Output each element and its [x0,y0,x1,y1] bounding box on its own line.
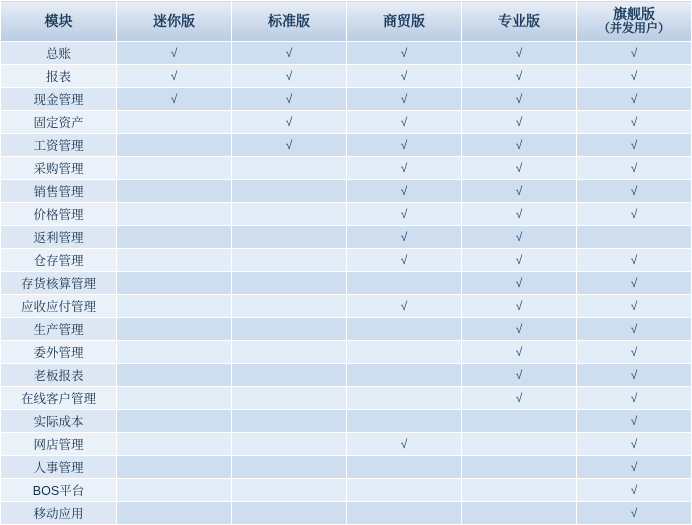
row-label: 人事管理 [1,456,117,479]
cell-empty [117,456,232,479]
cell-empty [347,341,462,364]
cell-included [577,341,692,364]
row-label: 现金管理 [1,88,117,111]
cell-empty [117,157,232,180]
check-icon: √ [400,92,408,106]
check-icon: √ [400,161,408,175]
check-icon: √ [285,92,293,106]
cell-included [462,272,577,295]
table-row [1,203,692,226]
cell-included [232,42,347,65]
cell-empty [232,502,347,525]
column-header-flagship [577,1,692,42]
cell-included [577,272,692,295]
table-row [1,502,692,525]
row-label: 价格管理 [1,203,117,226]
cell-included [577,42,692,65]
check-icon: √ [515,299,523,313]
cell-included [577,364,692,387]
cell-included [462,88,577,111]
check-icon: √ [630,69,638,83]
cell-empty [117,295,232,318]
check-icon: √ [285,69,293,83]
check-icon: √ [630,414,638,428]
cell-included [462,42,577,65]
check-icon: √ [630,207,638,221]
check-icon: √ [400,184,408,198]
cell-included [462,157,577,180]
row-label: 工资管理 [1,134,117,157]
check-icon: √ [630,299,638,313]
cell-included [347,433,462,456]
row-label: 总账 [1,42,117,65]
cell-empty [232,203,347,226]
table-row [1,180,692,203]
cell-empty [462,456,577,479]
cell-included [462,134,577,157]
cell-empty [232,456,347,479]
row-label: 采购管理 [1,157,117,180]
cell-included [577,180,692,203]
cell-included [347,203,462,226]
cell-empty [232,433,347,456]
row-label: 返利管理 [1,226,117,249]
cell-empty [117,272,232,295]
cell-empty [117,226,232,249]
cell-included [577,387,692,410]
table-row [1,249,692,272]
cell-included [462,65,577,88]
cell-empty [232,180,347,203]
check-icon: √ [630,161,638,175]
check-icon: √ [170,46,178,60]
cell-empty [232,226,347,249]
cell-empty [347,364,462,387]
cell-included [462,387,577,410]
cell-empty [347,387,462,410]
cell-included [577,456,692,479]
table-row [1,479,692,502]
check-icon: √ [400,207,408,221]
cell-included [577,479,692,502]
cell-empty [117,134,232,157]
check-icon: √ [630,506,638,520]
cell-included [577,249,692,272]
table-row [1,456,692,479]
cell-empty [232,364,347,387]
check-icon: √ [630,437,638,451]
check-icon: √ [630,391,638,405]
column-header-standard [232,1,347,42]
cell-empty [117,433,232,456]
row-label: 仓存管理 [1,249,117,272]
table-row [1,134,692,157]
cell-empty [232,295,347,318]
check-icon: √ [515,391,523,405]
table-row [1,65,692,88]
table-row [1,364,692,387]
table-row [1,341,692,364]
cell-empty [232,249,347,272]
cell-included [117,88,232,111]
check-icon: √ [630,368,638,382]
table-row [1,111,692,134]
check-icon: √ [630,253,638,267]
cell-empty [462,479,577,502]
check-icon: √ [630,115,638,129]
cell-included [577,65,692,88]
check-icon: √ [285,115,293,129]
cell-empty [347,456,462,479]
column-header-mini [117,1,232,42]
column-header-trade-label: 商贸版 [383,12,425,29]
check-icon: √ [515,368,523,382]
cell-empty [232,341,347,364]
row-label: 固定资产 [1,111,117,134]
cell-included [577,433,692,456]
cell-empty [462,433,577,456]
column-header-professional [462,1,577,42]
cell-empty [232,410,347,433]
cell-empty [232,387,347,410]
column-header-module-label: 模块 [44,12,73,29]
cell-included [117,65,232,88]
check-icon: √ [515,46,523,60]
row-label: 存货核算管理 [1,272,117,295]
check-icon: √ [170,69,178,83]
check-icon: √ [515,230,523,244]
check-icon: √ [630,460,638,474]
row-label: 老板报表 [1,364,117,387]
cell-included [462,364,577,387]
cell-included [577,157,692,180]
check-icon: √ [630,184,638,198]
check-icon: √ [515,184,523,198]
check-icon: √ [400,437,408,451]
table-row [1,42,692,65]
table-row [1,410,692,433]
cell-empty [347,272,462,295]
check-icon: √ [515,138,523,152]
check-icon: √ [630,345,638,359]
check-icon: √ [400,115,408,129]
column-header-trade [347,1,462,42]
column-header-standard-label: 标准版 [268,12,310,29]
cell-included [232,88,347,111]
cell-empty [232,157,347,180]
cell-included [462,249,577,272]
cell-empty [117,387,232,410]
check-icon: √ [515,69,523,83]
cell-empty [232,479,347,502]
cell-included [347,226,462,249]
table-row [1,88,692,111]
cell-included [347,157,462,180]
cell-included [462,318,577,341]
column-header-flagship-label: 旗舰版 [613,6,655,23]
row-label: 在线客户管理 [1,387,117,410]
header-row [1,1,692,42]
cell-empty [347,479,462,502]
cell-empty [232,272,347,295]
check-icon: √ [515,322,523,336]
column-header-module [1,1,117,42]
cell-included [577,295,692,318]
cell-included [232,65,347,88]
row-label: 委外管理 [1,341,117,364]
check-icon: √ [630,46,638,60]
cell-empty [577,226,692,249]
table-row [1,157,692,180]
cell-empty [117,111,232,134]
cell-included [462,226,577,249]
cell-empty [117,203,232,226]
check-icon: √ [630,322,638,336]
table-row [1,272,692,295]
check-icon: √ [515,92,523,106]
cell-empty [117,180,232,203]
row-label: BOS平台 [1,479,117,502]
cell-included [462,341,577,364]
table-row [1,387,692,410]
cell-empty [117,341,232,364]
check-icon: √ [400,253,408,267]
check-icon: √ [515,115,523,129]
table-row [1,295,692,318]
cell-included [347,111,462,134]
check-icon: √ [630,138,638,152]
check-icon: √ [515,276,523,290]
cell-included [577,502,692,525]
table-body [1,42,692,525]
check-icon: √ [400,138,408,152]
check-icon: √ [515,345,523,359]
cell-empty [347,318,462,341]
cell-empty [347,502,462,525]
cell-included [462,203,577,226]
cell-included [577,203,692,226]
cell-included [117,42,232,65]
cell-empty [347,410,462,433]
check-icon: √ [400,69,408,83]
check-icon: √ [515,207,523,221]
cell-empty [117,364,232,387]
cell-included [577,111,692,134]
check-icon: √ [285,46,293,60]
cell-included [347,42,462,65]
row-label: 报表 [1,65,117,88]
check-icon: √ [630,276,638,290]
cell-empty [462,410,577,433]
cell-included [577,88,692,111]
column-header-flagship-sublabel: （并发用户） [597,21,670,36]
cell-empty [232,318,347,341]
table-row [1,433,692,456]
cell-included [347,249,462,272]
cell-empty [117,410,232,433]
check-icon: √ [400,230,408,244]
check-icon: √ [630,92,638,106]
cell-included [577,410,692,433]
row-label: 移动应用 [1,502,117,525]
cell-included [347,180,462,203]
column-header-mini-label: 迷你版 [153,12,195,29]
table-row [1,226,692,249]
check-icon: √ [515,253,523,267]
table-row [1,318,692,341]
cell-included [232,134,347,157]
cell-included [347,88,462,111]
check-icon: √ [170,92,178,106]
row-label: 销售管理 [1,180,117,203]
cell-empty [117,479,232,502]
cell-included [462,180,577,203]
check-icon: √ [285,138,293,152]
cell-included [232,111,347,134]
table-header [1,1,692,42]
cell-empty [117,249,232,272]
row-label: 实际成本 [1,410,117,433]
check-icon: √ [400,299,408,313]
column-header-professional-label: 专业版 [498,12,540,29]
row-label: 应收应付管理 [1,295,117,318]
cell-included [462,295,577,318]
check-icon: √ [630,483,638,497]
cell-empty [462,502,577,525]
cell-included [577,134,692,157]
cell-included [577,318,692,341]
check-icon: √ [400,46,408,60]
cell-empty [117,318,232,341]
cell-empty [117,502,232,525]
cell-included [347,134,462,157]
row-label: 网店管理 [1,433,117,456]
row-label: 生产管理 [1,318,117,341]
check-icon: √ [515,161,523,175]
cell-included [347,295,462,318]
cell-included [462,111,577,134]
cell-included [347,65,462,88]
